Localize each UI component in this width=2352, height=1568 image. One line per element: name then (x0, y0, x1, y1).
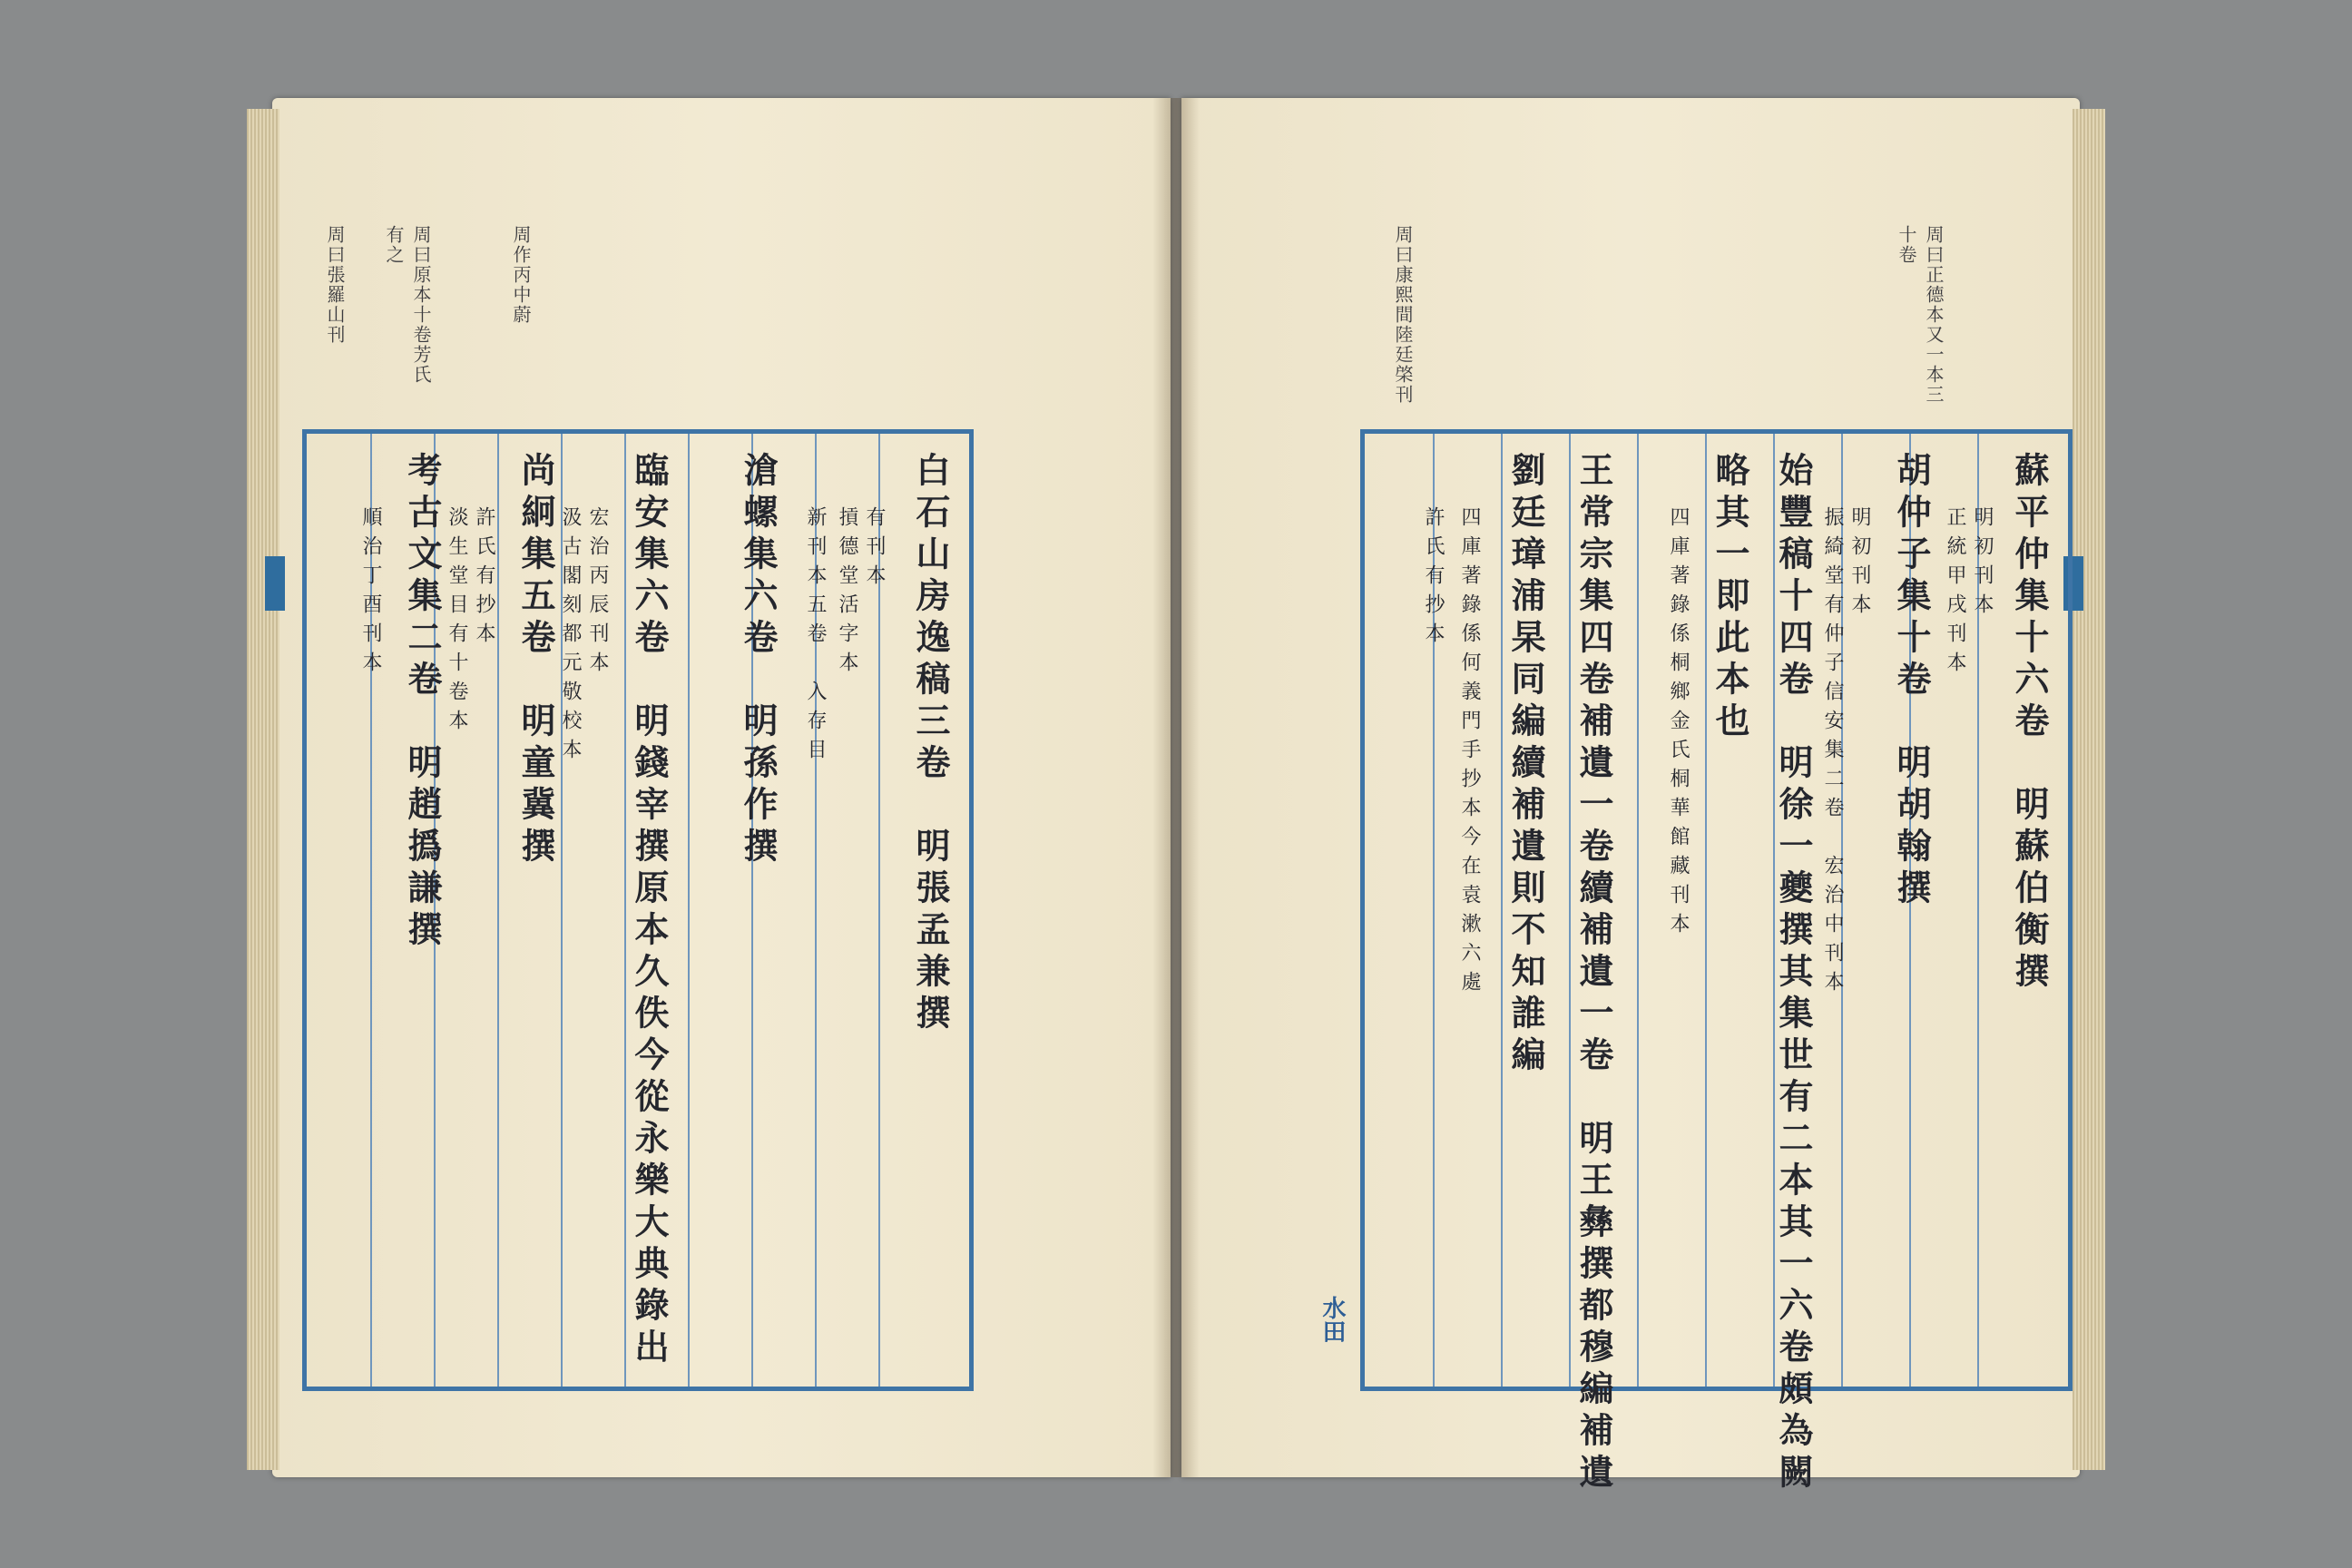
page-edge-right (2073, 109, 2105, 1470)
binding-tab (265, 556, 285, 611)
headnote: 周曰張羅山刊 (324, 225, 346, 345)
left-page (272, 98, 1171, 1477)
page-edge-left (247, 109, 279, 1470)
entry-note: 摃德堂活字本 (836, 506, 858, 681)
entry-title: 白石山房逸稿三卷 明張孟兼撰 (910, 452, 951, 1036)
entry-note: 許氏有抄本 (1422, 506, 1445, 652)
entry-note: 淡生堂目有十卷本 (446, 506, 468, 739)
entry-note: 明初刊本 (1971, 506, 1994, 622)
entry-title: 尚絅集五卷 明童冀撰 (515, 452, 556, 869)
entry-title: 胡仲子集十卷 明胡翰撰 (1891, 452, 1932, 911)
headnote: 十卷 (1896, 225, 1917, 265)
text-frame (1360, 429, 2073, 1495)
headnote: 周作丙中蔚 (510, 225, 532, 325)
entry-note: 汲古閣刻都元敬校本 (559, 506, 582, 768)
entry-title: 考古文集二卷 明趙撝謙撰 (402, 452, 443, 953)
entry-note: 振綺堂有仲子信安集二卷 宏治中刊本 (1821, 506, 1844, 1000)
entry-title: 劉廷璋浦杲同編續補遺則不知誰編 (1505, 452, 1546, 1078)
headnote: 周曰正德本又一本三 (1923, 225, 1945, 405)
entry-note: 有刊本 (863, 506, 886, 593)
entry-note: 許氏有抄本 (473, 506, 495, 652)
headnote: 周曰康熙間陸廷棨刊 (1392, 225, 1414, 405)
entry-note: 宏治丙辰刊本 (586, 506, 609, 681)
entry-note: 明初刊本 (1848, 506, 1871, 622)
entry-title: 略其一即此本也 (1710, 452, 1750, 744)
entry-title: 滄螺集六卷 明孫作撰 (738, 452, 779, 869)
entry-title: 蘇平仲集十六卷 明蘇伯衡撰 (2009, 452, 2050, 995)
entry-title: 始豐稿十四卷 明徐一夔撰其集世有二本其一六卷頗為闕 (1773, 452, 1814, 1495)
entry-note: 順治丁酉刊本 (359, 506, 382, 681)
open-book (272, 98, 2080, 1495)
headnote: 有之 (383, 225, 405, 265)
text-frame (302, 429, 974, 1391)
entry-title: 臨安集六卷 明錢宰撰原本久佚今從永樂大典錄出 (629, 452, 670, 1370)
seal-stamp: 水田 (1318, 1296, 1346, 1343)
entry-note: 正統甲戌刊本 (1944, 506, 1966, 681)
entry-note: 新刊本五卷 入存目 (804, 506, 827, 768)
entry-title: 王常宗集四卷補遺一卷續補遺一卷 明王彝撰都穆編補遺 (1573, 452, 1614, 1495)
book-gutter (1152, 98, 1200, 1477)
entry-note: 四庫著錄係何義門手抄本今在袁漱六處 (1458, 506, 1481, 1000)
right-page (1181, 98, 2080, 1495)
headnote: 周曰原本十卷芳氏 (410, 225, 432, 385)
entry-note: 四庫著錄係桐鄉金氏桐華館藏刊本 (1667, 506, 1690, 942)
